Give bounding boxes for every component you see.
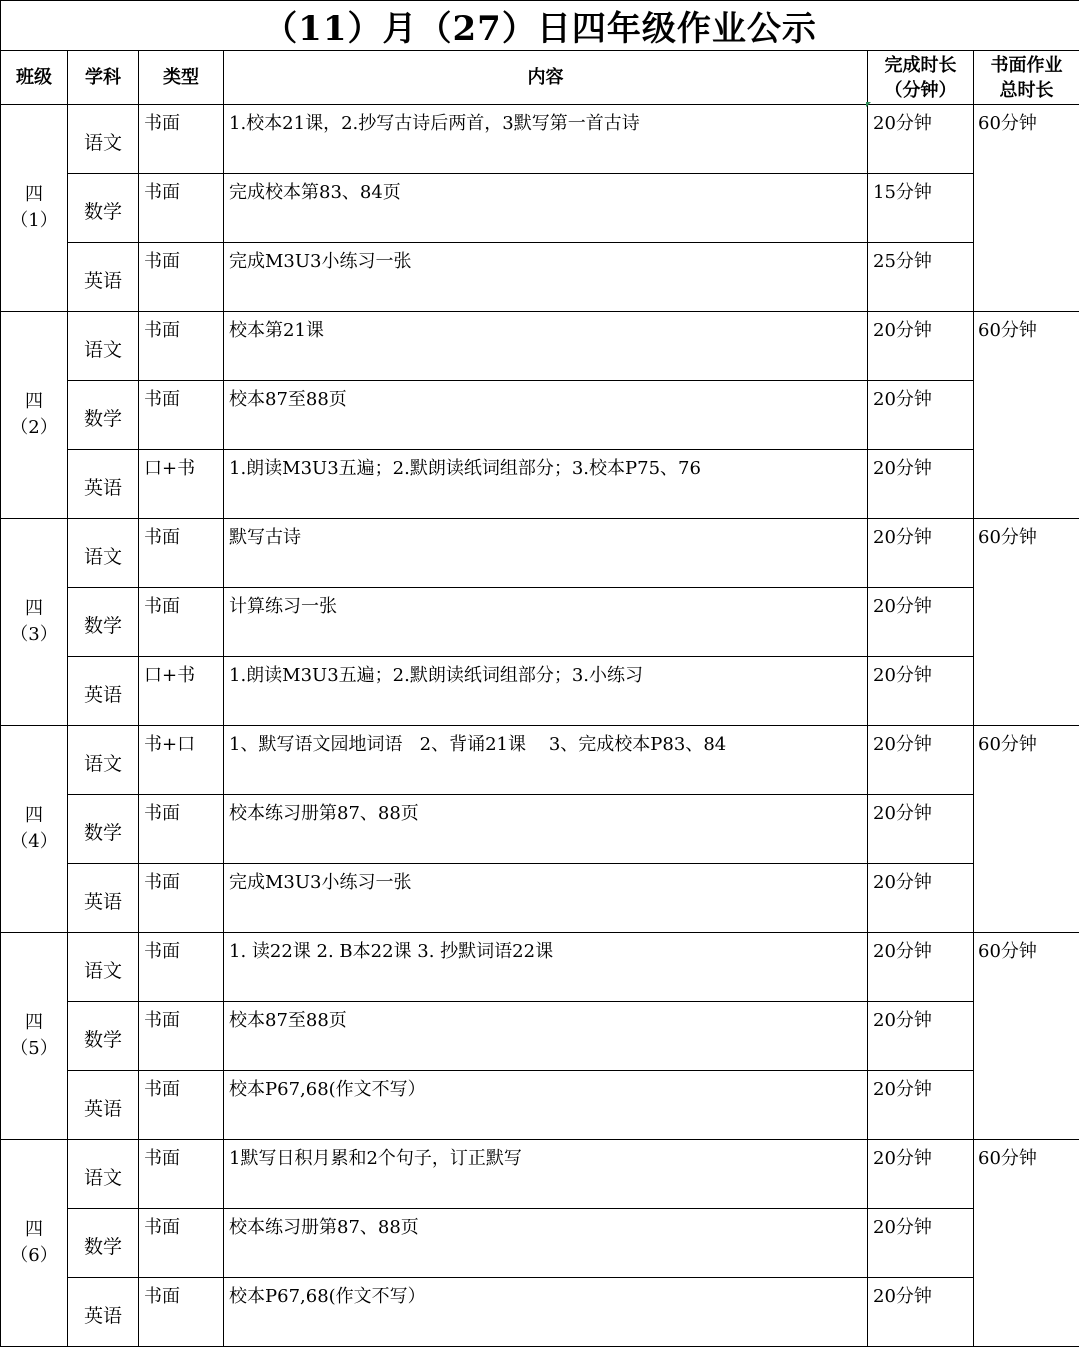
subject-cell: 英语 (68, 1071, 139, 1140)
table-row (1, 243, 1079, 312)
total-duration-cell: 60分钟 (974, 312, 1079, 519)
page-title: （11）月（27）日四年级作业公示 (1, 1, 1079, 51)
duration-cell: 20分钟 (868, 1278, 974, 1347)
header-duration-line1: 完成时长 (885, 55, 957, 76)
subject-cell: 数学 (68, 795, 139, 864)
subject-cell: 英语 (68, 1278, 139, 1347)
total-duration-cell: 60分钟 (974, 1140, 1079, 1347)
type-cell: 书面 (139, 105, 224, 174)
subject-cell: 数学 (68, 1209, 139, 1278)
duration-cell: 20分钟 (868, 864, 974, 933)
header-row (1, 51, 1079, 105)
content-cell: 校本练习册第87、88页 (224, 795, 868, 864)
header-total-line2: 总时长 (1000, 80, 1054, 101)
header-type: 类型 (139, 51, 224, 105)
content-cell: 校本练习册第87、88页 (224, 1209, 868, 1278)
header-class: 班级 (1, 51, 68, 105)
content-cell: 完成M3U3小练习一张 (224, 864, 868, 933)
header-duration-line2: （分钟） (885, 80, 957, 101)
total-duration-cell: 60分钟 (974, 933, 1079, 1140)
table-row (1, 657, 1079, 726)
table-row (1, 588, 1079, 657)
type-cell: 书面 (139, 1278, 224, 1347)
table-row (1, 1002, 1079, 1071)
class-name-cell (1, 312, 68, 519)
table-row (1, 519, 1079, 588)
duration-cell: 20分钟 (868, 795, 974, 864)
table-row (1, 381, 1079, 450)
table-row (1, 795, 1079, 864)
class-name-cell (1, 933, 68, 1140)
content-cell: 1.朗读M3U3五遍；2.默朗读纸词组部分；3.小练习 (224, 657, 868, 726)
content-cell: 校本P67,68(作文不写） (224, 1278, 868, 1347)
duration-cell: 20分钟 (868, 1140, 974, 1209)
subject-cell: 语文 (68, 105, 139, 174)
content-cell: 完成校本第83、84页 (224, 174, 868, 243)
table-row (1, 864, 1079, 933)
subject-cell: 数学 (68, 1002, 139, 1071)
duration-cell: 20分钟 (868, 450, 974, 519)
type-cell: 书面 (139, 1071, 224, 1140)
class-number: （1） (10, 210, 57, 231)
title-row (1, 1, 1079, 51)
duration-cell: 20分钟 (868, 588, 974, 657)
duration-cell: 15分钟 (868, 174, 974, 243)
table-row (1, 1140, 1079, 1209)
subject-cell: 语文 (68, 1140, 139, 1209)
subject-cell: 英语 (68, 243, 139, 312)
type-cell: 书面 (139, 519, 224, 588)
total-duration-cell: 60分钟 (974, 519, 1079, 726)
header-total-line1: 书面作业 (991, 55, 1063, 76)
header-duration (868, 51, 974, 105)
class-grade: 四 (25, 391, 43, 412)
class-name-cell (1, 1140, 68, 1347)
content-cell: 校本87至88页 (224, 1002, 868, 1071)
subject-cell: 英语 (68, 864, 139, 933)
duration-cell: 20分钟 (868, 933, 974, 1002)
type-cell: 书+口 (139, 726, 224, 795)
duration-cell: 20分钟 (868, 1002, 974, 1071)
header-subject: 学科 (68, 51, 139, 105)
table-row (1, 1071, 1079, 1140)
table-row (1, 726, 1079, 795)
type-cell: 书面 (139, 1209, 224, 1278)
type-cell: 口+书 (139, 657, 224, 726)
type-cell: 书面 (139, 588, 224, 657)
class-grade: 四 (25, 184, 43, 205)
content-cell: 1默写日积月累和2个句子，订正默写 (224, 1140, 868, 1209)
class-name-cell (1, 726, 68, 933)
duration-cell: 20分钟 (868, 519, 974, 588)
duration-cell: 20分钟 (868, 1209, 974, 1278)
type-cell: 书面 (139, 381, 224, 450)
subject-cell: 语文 (68, 933, 139, 1002)
subject-cell: 数学 (68, 588, 139, 657)
class-number: （6） (10, 1245, 57, 1266)
table-row (1, 933, 1079, 1002)
type-cell: 书面 (139, 312, 224, 381)
type-cell: 口+书 (139, 450, 224, 519)
class-name-cell (1, 519, 68, 726)
table-row (1, 450, 1079, 519)
class-name-cell (1, 105, 68, 312)
total-duration-cell: 60分钟 (974, 726, 1079, 933)
table-row (1, 174, 1079, 243)
type-cell: 书面 (139, 795, 224, 864)
subject-cell: 数学 (68, 174, 139, 243)
table-row (1, 312, 1079, 381)
content-cell: 完成M3U3小练习一张 (224, 243, 868, 312)
content-cell: 1. 读22课 2. B本22课 3. 抄默词语22课 (224, 933, 868, 1002)
subject-cell: 英语 (68, 657, 139, 726)
subject-cell: 语文 (68, 726, 139, 795)
duration-cell: 20分钟 (868, 105, 974, 174)
class-number: （4） (10, 831, 57, 852)
class-grade: 四 (25, 805, 43, 826)
content-cell: 1.校本21课，2.抄写古诗后两首，3默写第一首古诗 (224, 105, 868, 174)
content-cell: 1、默写语文园地词语 2、背诵21课 3、完成校本P83、84 (224, 726, 868, 795)
header-content: 内容 (224, 51, 868, 105)
table-row (1, 1209, 1079, 1278)
content-cell: 默写古诗 (224, 519, 868, 588)
header-total (974, 51, 1079, 105)
class-grade: 四 (25, 1012, 43, 1033)
subject-cell: 数学 (68, 381, 139, 450)
duration-cell: 20分钟 (868, 657, 974, 726)
content-cell: 校本P67,68(作文不写） (224, 1071, 868, 1140)
table-row (1, 1278, 1079, 1347)
table-row (1, 105, 1079, 174)
type-cell: 书面 (139, 243, 224, 312)
content-cell: 校本87至88页 (224, 381, 868, 450)
subject-cell: 英语 (68, 450, 139, 519)
subject-cell: 语文 (68, 519, 139, 588)
duration-cell: 25分钟 (868, 243, 974, 312)
class-number: （2） (10, 417, 57, 438)
class-number: （5） (10, 1038, 57, 1059)
subject-cell: 语文 (68, 312, 139, 381)
duration-cell: 20分钟 (868, 381, 974, 450)
type-cell: 书面 (139, 1002, 224, 1071)
content-cell: 校本第21课 (224, 312, 868, 381)
class-grade: 四 (25, 1219, 43, 1240)
type-cell: 书面 (139, 864, 224, 933)
type-cell: 书面 (139, 174, 224, 243)
duration-cell: 20分钟 (868, 1071, 974, 1140)
duration-cell: 20分钟 (868, 312, 974, 381)
content-cell: 计算练习一张 (224, 588, 868, 657)
content-cell: 1.朗读M3U3五遍；2.默朗读纸词组部分；3.校本P75、76 (224, 450, 868, 519)
class-number: （3） (10, 624, 57, 645)
cell-comment-marker (866, 102, 871, 107)
type-cell: 书面 (139, 1140, 224, 1209)
duration-cell: 20分钟 (868, 726, 974, 795)
type-cell: 书面 (139, 933, 224, 1002)
class-grade: 四 (25, 598, 43, 619)
total-duration-cell: 60分钟 (974, 105, 1079, 312)
